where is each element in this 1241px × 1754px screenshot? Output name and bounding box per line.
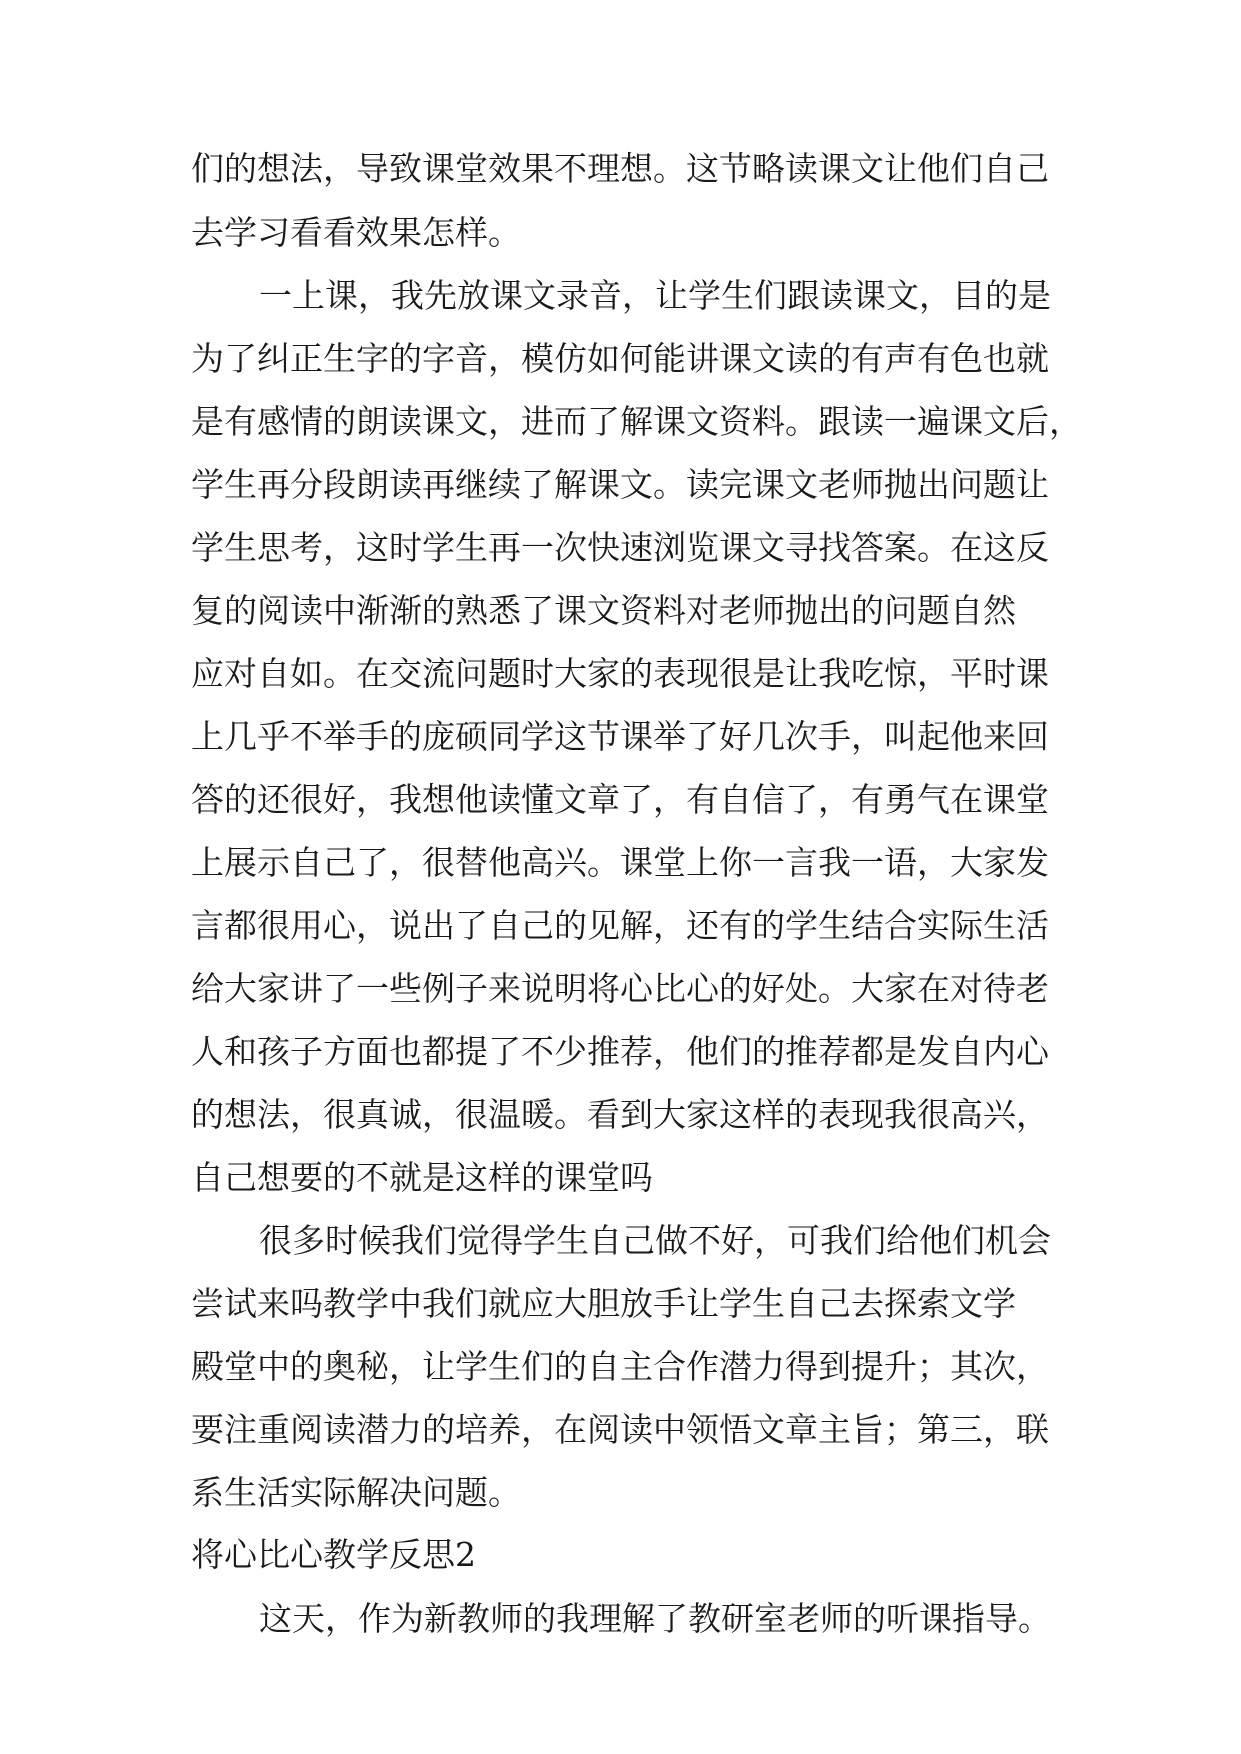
text-line: 学生再分段朗读再继续了解课文。读完课文老师抛出问题让 xyxy=(191,465,1049,504)
text-line: 自己想要的不就是这样的课堂吗 xyxy=(191,1158,653,1197)
text-line: 人和孩子方面也都提了不少推荐，他们的推荐都是发自内心 xyxy=(191,1032,1049,1071)
text-line: 们的想法，导致课堂效果不理想。这节略读课文让他们自己 xyxy=(191,149,1049,188)
text-line: 去学习看看效果怎样。 xyxy=(191,213,521,252)
text-line: 是有感情的朗读课文，进而了解课文资料。跟读一遍课文后， xyxy=(191,402,1082,441)
text-line: 系生活实际解决问题。 xyxy=(191,1473,521,1512)
text-line: 答的还很好，我想他读懂文章了，有自信了，有勇气在课堂 xyxy=(191,780,1049,819)
paragraph-first-line: 很多时候我们觉得学生自己做不好，可我们给他们机会 xyxy=(259,1221,1051,1260)
paragraph-first-line: 这天，作为新教师的我理解了教研室老师的听课指导。 xyxy=(259,1599,1051,1638)
text-line: 为了纠正生字的字音，模仿如何能讲课文读的有声有色也就 xyxy=(191,339,1049,378)
text-line: 复的阅读中渐渐的熟悉了课文资料对老师抛出的问题自然 xyxy=(191,591,1016,630)
text-line: 尝试来吗教学中我们就应大胆放手让学生自己去探索文学 xyxy=(191,1284,1016,1323)
text-line: 要注重阅读潜力的培养，在阅读中领悟文章主旨；第三，联 xyxy=(191,1410,1049,1449)
text-line: 言都很用心，说出了自己的见解，还有的学生结合实际生活 xyxy=(191,906,1049,945)
section-heading: 将心比心教学反思2 xyxy=(191,1535,476,1574)
text-line: 给大家讲了一些例子来说明将心比心的好处。大家在对待老 xyxy=(191,969,1049,1008)
text-line: 学生思考，这时学生再一次快速浏览课文寻找答案。在这反 xyxy=(191,528,1049,567)
text-line: 应对自如。在交流问题时大家的表现很是让我吃惊，平时课 xyxy=(191,654,1049,693)
text-line: 上展示自己了，很替他高兴。课堂上你一言我一语，大家发 xyxy=(191,843,1049,882)
text-line: 的想法，很真诚，很温暖。看到大家这样的表现我很高兴， xyxy=(191,1095,1049,1134)
text-line: 上几乎不举手的庞硕同学这节课举了好几次手，叫起他来回 xyxy=(191,717,1049,756)
paragraph-first-line: 一上课，我先放课文录音，让学生们跟读课文，目的是 xyxy=(259,276,1051,315)
text-line: 殿堂中的奥秘，让学生们的自主合作潜力得到提升；其次， xyxy=(191,1347,1049,1386)
